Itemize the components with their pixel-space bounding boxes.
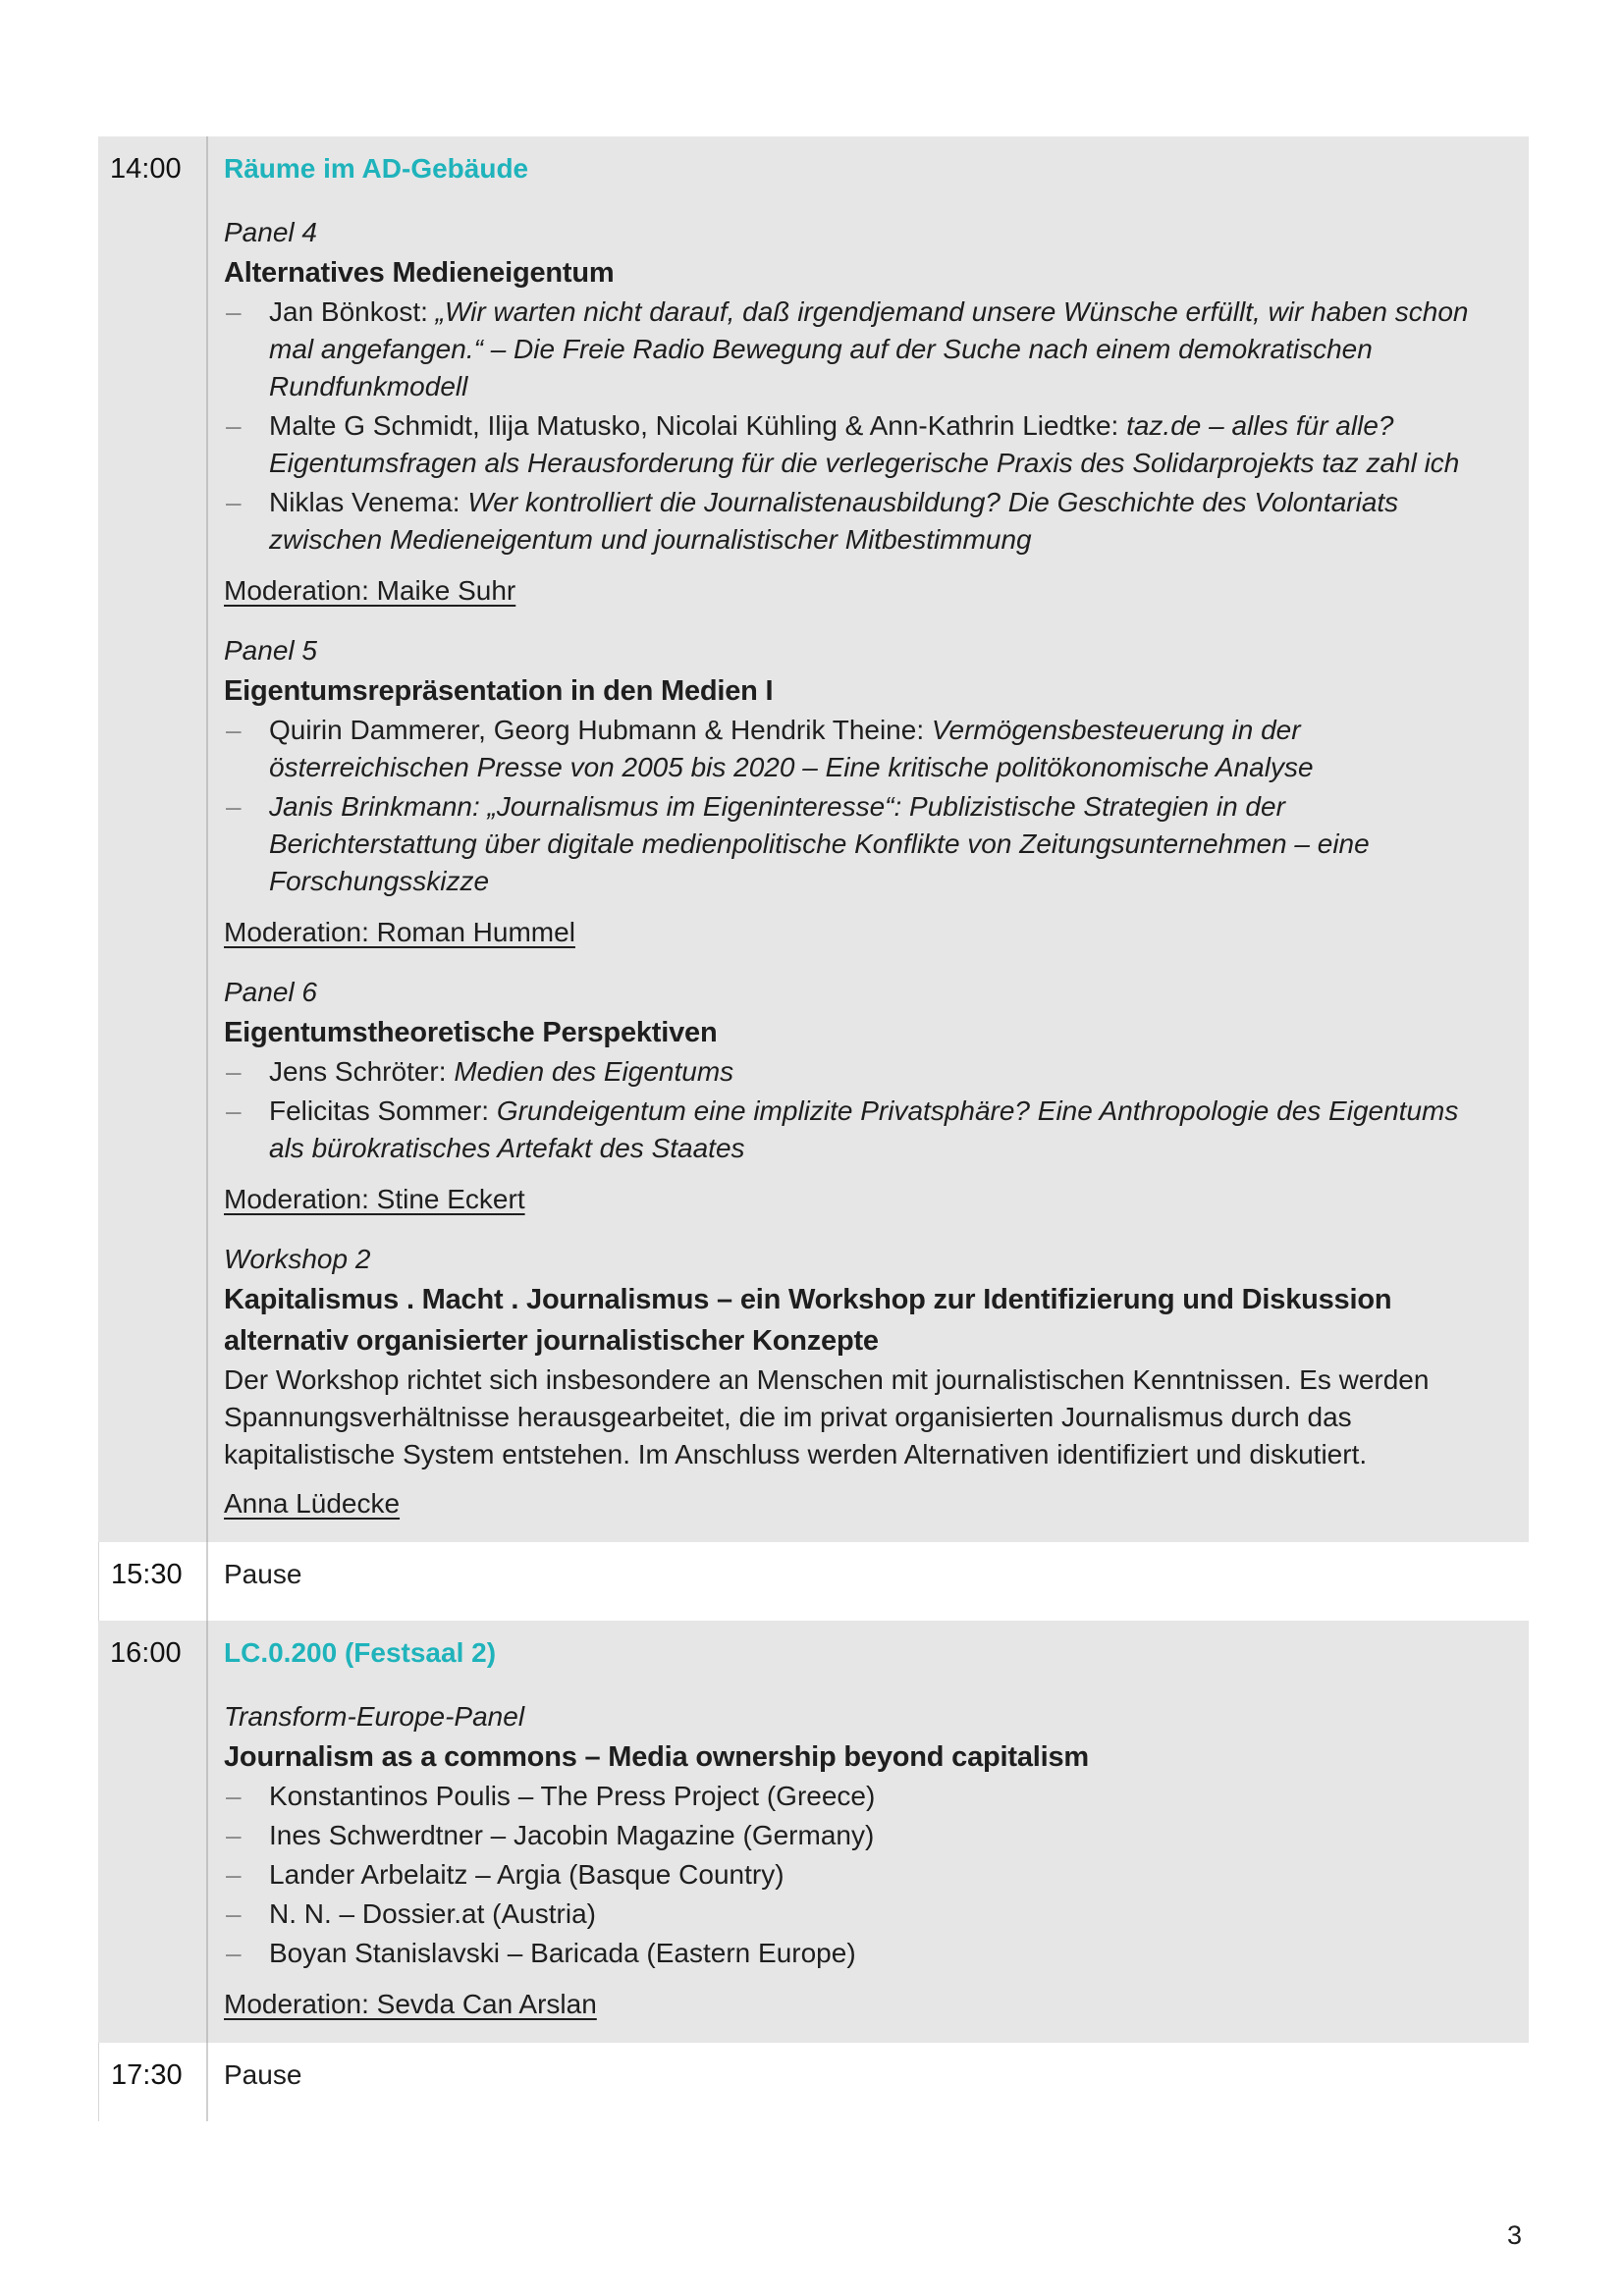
schedule-row-1600 (98, 1621, 1529, 2043)
talk-text (269, 1093, 1499, 1167)
bullet-dash: – (226, 410, 242, 441)
panel-title: Eigentumsrepräsentation in den Medien I (224, 675, 774, 707)
talk-title: Vermögensbesteuerung in der österreichischen Presse von 2005 bis 2020 – Eine kritische politökonomische Analyse (269, 715, 1314, 782)
session-content (208, 136, 1529, 1542)
talk-speaker: Niklas Venema: (269, 487, 468, 517)
workshop-label: Workshop 2 (224, 1244, 371, 1274)
time-label: 14:00 (98, 136, 208, 1542)
panel-label: Panel 5 (224, 635, 317, 666)
talk-item (224, 1856, 1499, 1894)
talk-speaker: Jens Schröter: (269, 1056, 455, 1087)
talk-list (224, 1778, 1499, 1972)
schedule-row-1400 (98, 136, 1529, 1542)
bullet-dash: – (226, 1820, 242, 1850)
panel-title: Alternatives Medieneigentum (224, 257, 615, 289)
room-heading: Räume im AD-Gebäude (224, 153, 529, 184)
talk-text (269, 484, 1499, 559)
talk-speaker: Lander Arbelaitz – Argia (Basque Country) (269, 1859, 784, 1890)
schedule-table (98, 136, 1529, 2121)
talk-text (269, 407, 1499, 482)
panel-section (224, 1697, 1499, 2023)
panel-label: Panel 4 (224, 217, 317, 247)
talk-speaker: Malte G Schmidt, Ilija Matusko, Nicolai Kühling & Ann-Kathrin Liedtke: (269, 410, 1127, 441)
bullet-dash: – (226, 1095, 242, 1126)
talk-text (269, 788, 1499, 900)
talk-text (269, 1053, 1499, 1091)
talk-item (224, 294, 1499, 405)
talk-text (269, 712, 1499, 786)
panel-section (224, 213, 1499, 610)
talk-speaker: N. N. – Dossier.at (Austria) (269, 1898, 596, 1929)
time-label: 15:30 (98, 1542, 208, 1621)
talk-list (224, 294, 1499, 559)
talk-speaker: Konstantinos Poulis – The Press Project (Greece) (269, 1781, 876, 1811)
bullet-dash: – (226, 1898, 242, 1929)
presenter-name: Anna Lüdecke (224, 1488, 401, 1519)
talk-speaker: Jan Bönkost: (269, 296, 436, 327)
talk-item (224, 712, 1499, 786)
talk-item (224, 788, 1499, 900)
talk-title: Wer kontrolliert die Journalistenausbildung? Die Geschichte des Volontariats zwischen Medieneigentum und journalistischer Mitbestimmung (269, 487, 1399, 555)
talk-item (224, 1896, 1499, 1933)
talk-item (224, 1935, 1499, 1972)
bullet-dash: – (226, 1938, 242, 1968)
talk-speaker: Quirin Dammerer, Georg Hubmann & Hendrik Theine: (269, 715, 932, 745)
talk-speaker: Boyan Stanislavski – Baricada (Eastern Europe) (269, 1938, 856, 1968)
schedule-row-1530 (98, 1542, 1529, 1621)
talk-text (269, 1778, 1499, 1815)
talk-title: taz.de – alles für alle? Eigentumsfragen als Herausforderung für die verlegerische Praxis des Solidarprojekts taz zahl ich (269, 410, 1460, 478)
moderation-link: Moderation: Maike Suhr (224, 575, 516, 606)
bullet-dash: – (226, 715, 242, 745)
pause-label: Pause (224, 1559, 302, 1589)
talk-text (269, 1896, 1499, 1933)
talk-text (269, 1856, 1499, 1894)
panel-label: Panel 6 (224, 977, 317, 1007)
pause-label: Pause (224, 2059, 302, 2090)
talk-title: „Wir warten nicht darauf, daß irgendjemand unsere Wünsche erfüllt, wir haben schon mal angefangen.“ – Die Freie Radio Bewegung auf der Suche nach einem demokratischen Rundfunkmodell (269, 296, 1469, 401)
talk-speaker: Felicitas Sommer: (269, 1095, 497, 1126)
talk-list (224, 1053, 1499, 1167)
bullet-dash: – (226, 487, 242, 517)
talk-item (224, 1817, 1499, 1854)
talk-item (224, 1053, 1499, 1091)
talk-title: Medien des Eigentums (454, 1056, 734, 1087)
talk-text (269, 1817, 1499, 1854)
moderation-link: Moderation: Stine Eckert (224, 1184, 525, 1214)
panel-title: Eigentumstheoretische Perspektiven (224, 1017, 718, 1048)
talk-title: Janis Brinkmann: „Journalismus im Eigeninteresse“: Publizistische Strategien in der Berichterstattung über digitale medienpolitische Konflikte von Zeitungsunternehmen – eine Forschungsskizze (269, 791, 1370, 896)
talk-item (224, 484, 1499, 559)
bullet-dash: – (226, 1781, 242, 1811)
talk-list (224, 712, 1499, 900)
panel-section (224, 973, 1499, 1218)
talk-item (224, 407, 1499, 482)
talk-item (224, 1778, 1499, 1815)
talk-text (269, 294, 1499, 405)
talk-text (269, 1935, 1499, 1972)
schedule-row-1730 (98, 2043, 1529, 2121)
moderation-link: Moderation: Sevda Can Arslan (224, 1989, 597, 2019)
talk-item (224, 1093, 1499, 1167)
panel-section (224, 631, 1499, 951)
talk-title: Grundeigentum eine implizite Privatsphäre? Eine Anthropologie des Eigentums als bürokratisches Artefakt des Staates (269, 1095, 1459, 1163)
bullet-dash: – (226, 1859, 242, 1890)
workshop-description: Der Workshop richtet sich insbesondere an Menschen mit journalistischen Kenntnissen. Es werden Spannungsverhältnisse herausgearbeitet, die im privat organisierten Journalismus durch das kapitalistische System entstehen. Im Anschluss werden Alternativen identifiziert und diskutiert. (224, 1364, 1430, 1469)
talk-speaker: Ines Schwerdtner – Jacobin Magazine (Germany) (269, 1820, 875, 1850)
bullet-dash: – (226, 296, 242, 327)
workshop-section (224, 1240, 1499, 1522)
bullet-dash: – (226, 1056, 242, 1087)
session-content (208, 1621, 1529, 2043)
workshop-title: Kapitalismus . Macht . Journalismus – ein Workshop zur Identifizierung und Diskussion alternativ organisierter journalistischer Konzepte (224, 1284, 1392, 1357)
panel-title: Journalism as a commons – Media ownership beyond capitalism (224, 1741, 1090, 1773)
time-label: 17:30 (98, 2043, 208, 2121)
moderation-link: Moderation: Roman Hummel (224, 917, 575, 947)
panel-label: Transform-Europe-Panel (224, 1701, 525, 1732)
page-number: 3 (1506, 2220, 1522, 2250)
bullet-dash: – (226, 791, 242, 822)
time-label: 16:00 (98, 1621, 208, 2043)
room-heading: LC.0.200 (Festsaal 2) (224, 1637, 497, 1668)
